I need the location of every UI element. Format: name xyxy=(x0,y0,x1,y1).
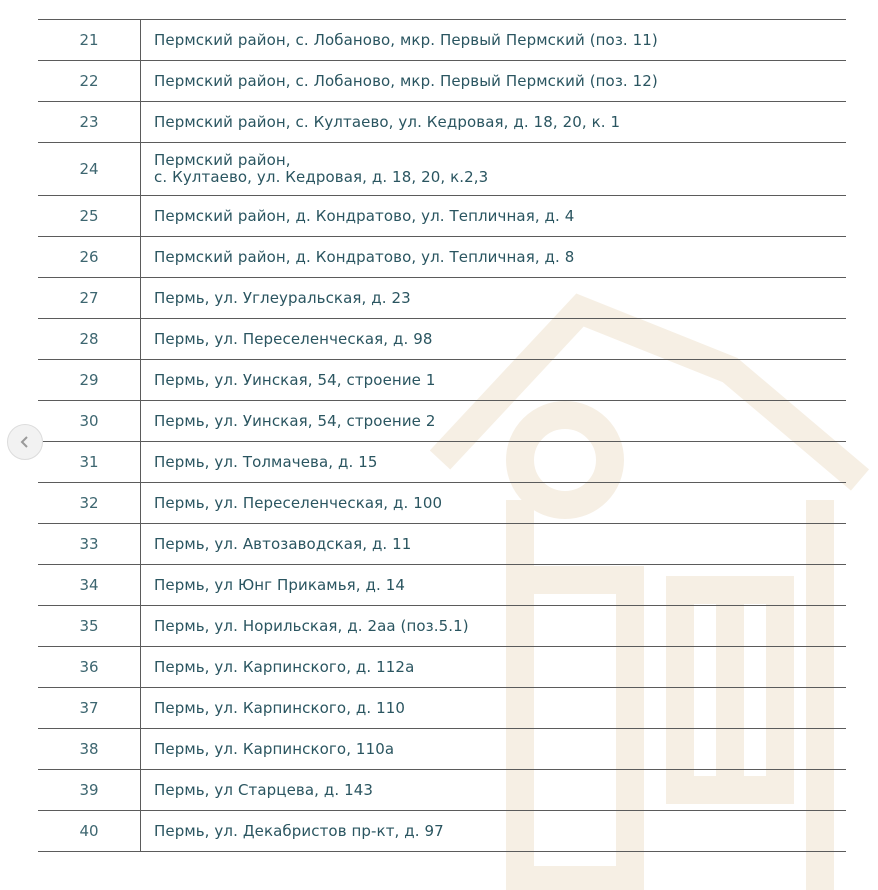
table-row xyxy=(38,442,846,483)
table-row xyxy=(38,565,846,606)
table-row xyxy=(38,61,846,102)
table-row xyxy=(38,237,846,278)
row-address: Пермский район, д. Кондратово, ул. Тепличная, д. 4 xyxy=(154,206,575,225)
table-row xyxy=(38,729,846,770)
table-row xyxy=(38,483,846,524)
table-row xyxy=(38,688,846,729)
row-number: 29 xyxy=(38,360,141,400)
row-number: 38 xyxy=(38,729,141,769)
table-row xyxy=(38,143,846,196)
row-address: Пермь, ул. Переселенческая, д. 98 xyxy=(154,329,433,348)
row-number: 35 xyxy=(38,606,141,646)
address-table xyxy=(38,19,846,852)
row-number: 26 xyxy=(38,237,141,277)
row-number: 33 xyxy=(38,524,141,564)
row-address: Пермский район, с. Култаево, ул. Кедровая, д. 18, 20, к. 1 xyxy=(154,112,621,131)
previous-slide-button[interactable] xyxy=(7,424,43,460)
row-number: 31 xyxy=(38,442,141,482)
table-row xyxy=(38,360,846,401)
table-row xyxy=(38,811,846,852)
row-number: 24 xyxy=(38,143,141,195)
table-row xyxy=(38,20,846,61)
row-address: Пермь, ул. Толмачева, д. 15 xyxy=(154,452,378,471)
row-address: Пермь, ул. Уинская, 54, строение 1 xyxy=(154,370,436,389)
row-address: Пермь, ул. Карпинского, д. 110 xyxy=(154,698,406,717)
row-address: Пермский район, с. Лобаново, мкр. Первый Пермский (поз. 11) xyxy=(154,30,658,49)
row-address: Пермь, ул. Уинская, 54, строение 2 xyxy=(154,411,436,430)
row-address: Пермь, ул. Переселенческая, д. 100 xyxy=(154,493,443,512)
row-address: Пермский район, с. Лобаново, мкр. Первый Пермский (поз. 12) xyxy=(154,71,658,90)
table-row xyxy=(38,278,846,319)
row-address: Пермь, ул. Карпинского, д. 112а xyxy=(154,657,415,676)
row-address: Пермь, ул. Декабристов пр-кт, д. 97 xyxy=(154,821,444,840)
row-address: Пермь, ул. Карпинского, 110а xyxy=(154,739,395,758)
row-address: Пермь, ул. Норильская, д. 2аа (поз.5.1) xyxy=(154,616,469,635)
row-address: Пермь, ул Старцева, д. 143 xyxy=(154,780,374,799)
row-address: Пермь, ул Юнг Прикамья, д. 14 xyxy=(154,575,406,594)
row-number: 32 xyxy=(38,483,141,523)
row-number: 36 xyxy=(38,647,141,687)
table-row xyxy=(38,770,846,811)
row-number: 27 xyxy=(38,278,141,318)
chevron-left-icon xyxy=(18,435,32,449)
row-address: Пермский район, с. Култаево, ул. Кедровая, д. 18, 20, к.2,3 xyxy=(154,151,489,186)
row-number: 39 xyxy=(38,770,141,810)
table-row xyxy=(38,606,846,647)
row-number: 37 xyxy=(38,688,141,728)
table-row xyxy=(38,102,846,143)
row-number: 22 xyxy=(38,61,141,101)
row-address: Пермский район, д. Кондратово, ул. Тепличная, д. 8 xyxy=(154,247,575,266)
table-row xyxy=(38,524,846,565)
row-address: Пермь, ул. Автозаводская, д. 11 xyxy=(154,534,412,553)
row-number: 28 xyxy=(38,319,141,359)
row-address: Пермь, ул. Углеуральская, д. 23 xyxy=(154,288,411,307)
table-row xyxy=(38,401,846,442)
row-number: 21 xyxy=(38,20,141,60)
table-row xyxy=(38,647,846,688)
row-number: 23 xyxy=(38,102,141,142)
table-row xyxy=(38,319,846,360)
row-number: 25 xyxy=(38,196,141,236)
row-number: 30 xyxy=(38,401,141,441)
row-number: 34 xyxy=(38,565,141,605)
table-row xyxy=(38,196,846,237)
row-number: 40 xyxy=(38,811,141,851)
